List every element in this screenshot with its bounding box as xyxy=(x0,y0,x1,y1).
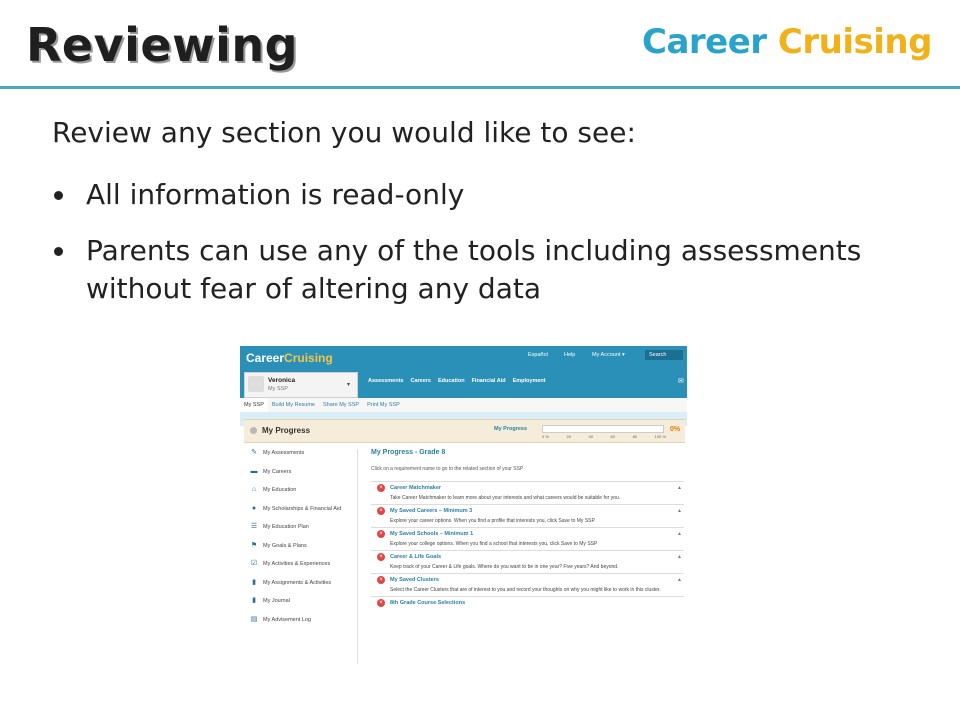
search-button[interactable]: Search xyxy=(645,350,683,360)
espanol-link[interactable]: Español xyxy=(528,352,548,358)
progress-ticks: 0 % 20 40 60 80 100 % xyxy=(542,434,666,439)
collapse-caret-icon[interactable]: ▲ xyxy=(677,554,682,560)
my-account-menu[interactable]: My Account ▾ xyxy=(592,352,625,358)
requirement-desc: Select the Career Clusters that are of interest to you and record your thoughts on why you might like to work in this cluster. xyxy=(390,587,661,593)
bullet-dot-icon xyxy=(54,191,63,200)
user-name: Veronica xyxy=(268,377,296,384)
requirement-desc: Explore your career options. When you find a profile that interests you, click Save to My SSP. xyxy=(390,518,596,524)
sidebar-item-my-education-plan[interactable]: ☰ My Education Plan xyxy=(250,523,309,530)
collapse-caret-icon[interactable]: ▲ xyxy=(677,531,682,537)
collapse-caret-icon[interactable]: ▲ xyxy=(677,508,682,514)
panel-instruction: Click on a requirement name to go to the related section of your SSP xyxy=(371,466,524,472)
main-nav xyxy=(368,378,546,384)
panel-title: My Progress - Grade 8 xyxy=(371,449,446,456)
requirement-item xyxy=(371,481,684,504)
ssp-tabs xyxy=(240,398,687,412)
list-icon: ☰ xyxy=(250,523,258,530)
nav-assessments[interactable]: Assessments xyxy=(368,378,404,384)
requirement-desc: Take Career Matchmaker to learn more about your interests and what careers would be suitable for you. xyxy=(390,495,621,501)
progress-header xyxy=(244,419,685,443)
collapse-circle-icon[interactable] xyxy=(250,427,257,434)
requirement-item xyxy=(371,596,684,608)
requirement-item xyxy=(371,573,684,596)
log-icon: ▤ xyxy=(250,615,258,623)
sidebar-item-my-careers[interactable]: ▬ My Careers xyxy=(250,467,292,475)
collapse-caret-icon[interactable]: ▲ xyxy=(677,577,682,583)
tab-share-my-ssp[interactable]: Share My SSP xyxy=(322,402,360,408)
sidebar-divider xyxy=(357,449,358,664)
intro-text: Review any section you would like to see: xyxy=(52,116,636,149)
requirement-link[interactable]: 8th Grade Course Selections xyxy=(390,600,466,606)
flag-icon: ⚑ xyxy=(250,541,258,549)
incomplete-x-icon: × xyxy=(377,484,385,492)
sidebar xyxy=(244,449,354,634)
piggy-bank-icon: ● xyxy=(251,504,257,512)
mail-icon[interactable]: ✉ xyxy=(678,378,684,385)
bullet-list xyxy=(52,176,932,326)
requirement-item xyxy=(371,504,684,527)
help-link[interactable]: Help xyxy=(564,352,576,358)
user-switcher[interactable] xyxy=(244,372,358,398)
progress-panel xyxy=(371,449,684,608)
sidebar-item-my-goals[interactable]: ⚑ My Goals & Plans xyxy=(250,541,307,549)
nav-careers[interactable]: Careers xyxy=(410,378,431,384)
requirement-item xyxy=(371,527,684,550)
incomplete-x-icon: × xyxy=(377,553,385,561)
sidebar-item-my-assessments[interactable]: ✎ My Assessments xyxy=(251,449,305,456)
sidebar-item-my-education[interactable]: ⌂ My Education xyxy=(251,486,297,493)
tab-print-my-ssp[interactable]: Print My SSP xyxy=(367,402,400,408)
tab-build-my-resume[interactable]: Build My Resume xyxy=(271,402,315,408)
user-subtitle: My SSP xyxy=(268,386,288,392)
sidebar-item-my-activities[interactable]: ☑ My Activities & Experiences xyxy=(250,560,331,567)
career-cruising-logo: Career Cruising xyxy=(642,22,932,62)
requirement-link[interactable]: My Saved Careers – Minimum 3 xyxy=(390,508,473,514)
requirement-link[interactable]: Career Matchmaker xyxy=(390,485,442,491)
app-screenshot xyxy=(240,346,687,668)
avatar xyxy=(248,376,264,392)
requirement-link[interactable]: My Saved Clusters xyxy=(390,577,439,583)
sidebar-item-my-scholarships[interactable]: ● My Scholarships & Financial Aid xyxy=(251,504,342,512)
incomplete-x-icon: × xyxy=(377,530,385,538)
bullet-dot-icon xyxy=(54,247,63,256)
briefcase-icon: ▬ xyxy=(250,467,258,475)
sidebar-item-my-assignments[interactable]: ▮ My Assignments & Activities xyxy=(244,579,354,598)
progress-label: My Progress xyxy=(494,426,528,432)
book-icon: ▮ xyxy=(252,597,256,604)
requirement-link[interactable]: My Saved Schools – Minimum 1 xyxy=(390,531,474,537)
incomplete-x-icon: × xyxy=(377,507,385,515)
clipboard-icon: ▮ xyxy=(252,578,256,586)
requirement-link[interactable]: Career & Life Goals xyxy=(390,554,442,560)
app-logo[interactable]: CareerCruising xyxy=(246,351,333,365)
requirement-desc: Keep track of your Career & Life goals. Where do you want to be in one year? Five years? And beyond. xyxy=(390,564,619,570)
nav-education[interactable]: Education xyxy=(437,378,465,384)
progress-bar xyxy=(542,425,664,433)
incomplete-x-icon: × xyxy=(377,599,385,607)
caret-down-icon: ▾ xyxy=(347,382,351,388)
bullet-item: Parents can use any of the tools including assessments without fear of altering any data xyxy=(52,232,932,308)
pencil-icon: ✎ xyxy=(251,449,257,456)
nav-financial-aid[interactable]: Financial Aid xyxy=(471,378,506,384)
collapse-caret-icon[interactable]: ▲ xyxy=(677,485,682,491)
title-divider xyxy=(0,86,960,89)
slide-title: Reviewing xyxy=(26,18,299,72)
progress-title: My Progress xyxy=(262,426,311,435)
sidebar-item-my-journal[interactable]: ▮ My Journal xyxy=(244,597,354,616)
incomplete-x-icon: × xyxy=(377,576,385,584)
bullet-item: All information is read-only xyxy=(52,176,932,214)
requirement-item xyxy=(371,550,684,573)
checkbox-icon: ☑ xyxy=(250,560,258,567)
sidebar-item-my-advisement-log[interactable]: ▤ My Advisement Log xyxy=(250,615,311,623)
tab-my-ssp[interactable]: My SSP xyxy=(240,398,268,412)
school-icon: ⌂ xyxy=(251,486,257,493)
progress-percent: 0% xyxy=(670,426,681,433)
requirement-desc: Explore your college options. When you find a school that interests you, click Save to My SSP xyxy=(390,541,598,547)
nav-employment[interactable]: Employment xyxy=(512,378,546,384)
